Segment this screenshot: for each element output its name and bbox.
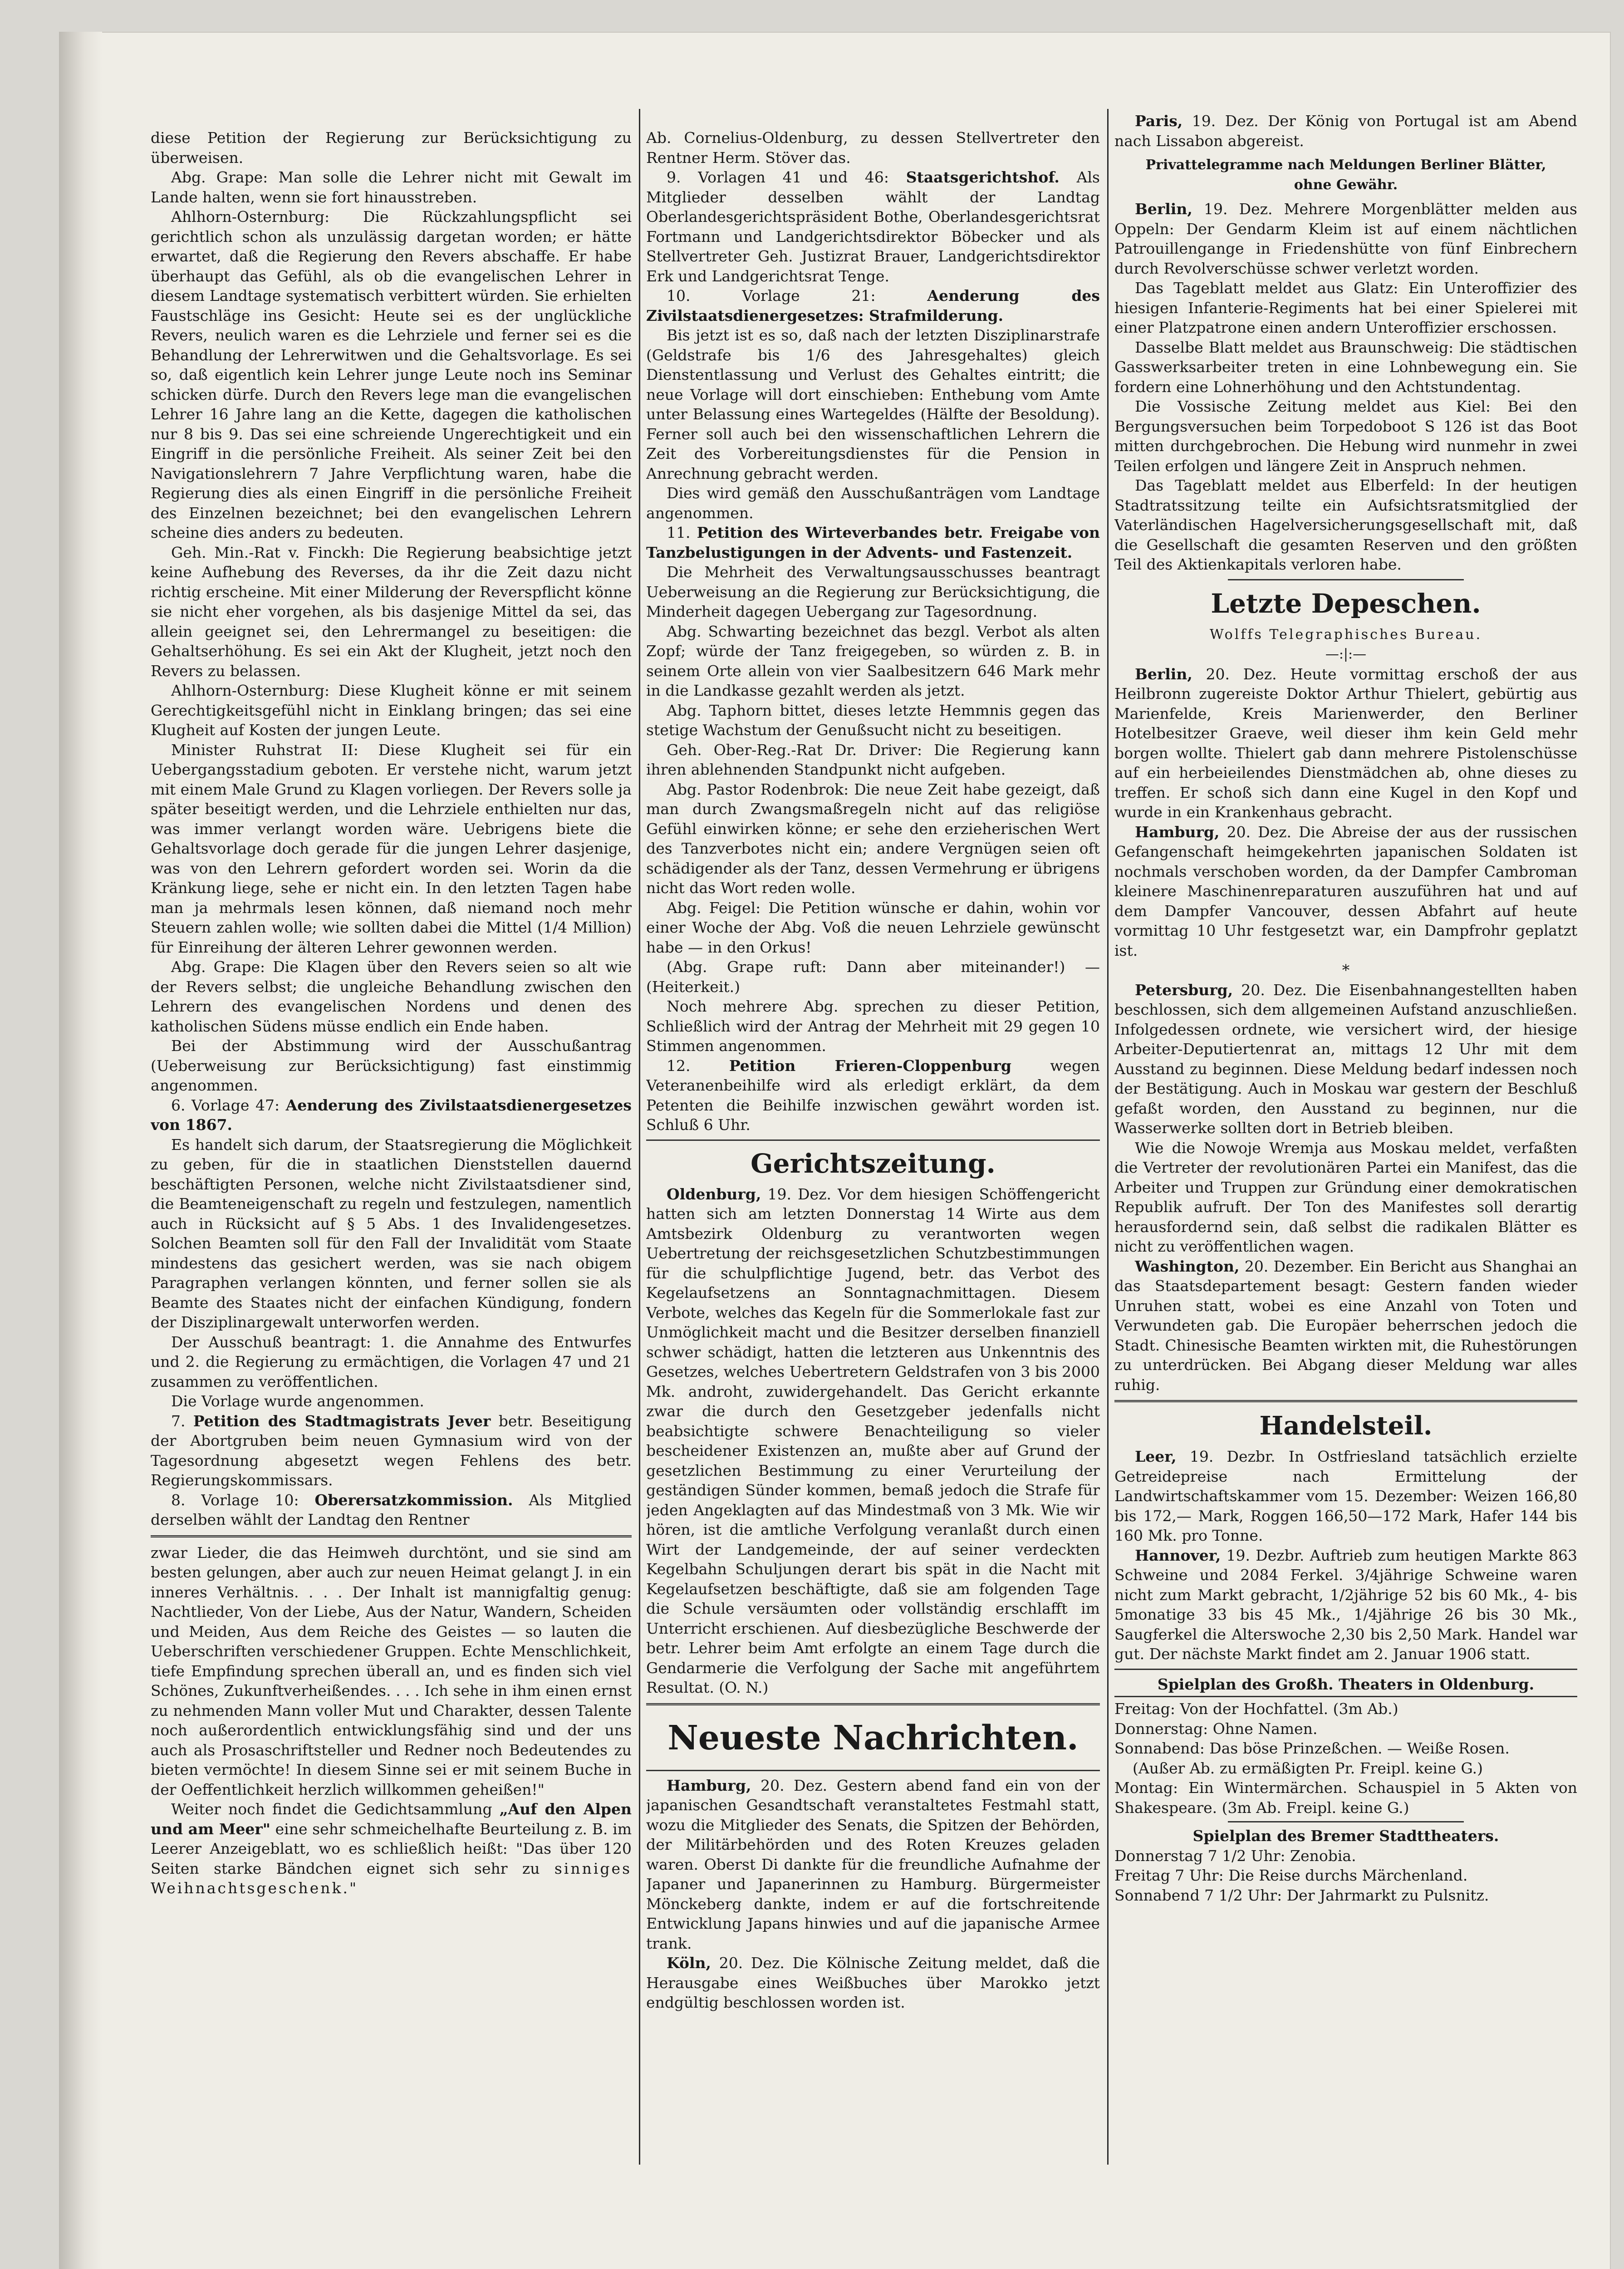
- col2-para8: Abg. Schwarting bezeichnet das bezgl. Verbot als alten Zopf; würde der Tanz freigegeben, so würden z. B. in seinem Orte allein von vier Saalbesitzern 646 Mark mehr in die Landkasse gezahlt werden als jetzt.: [646, 622, 1100, 699]
- col3-p4: Dasselbe Blatt meldet aus Braunschweig: Die städtischen Gasswerksarbeiter treten in eine Lohnbewegung ein. Sie fordern eine Lohnerhöhung und den Achtstundentag.: [1114, 338, 1577, 396]
- depeschen-heading: Letzte Depeschen.: [1211, 588, 1481, 619]
- col2-item11: 11. Petition des Wirteverbandes betr. Freigabe von Tanzbelustigungen in der Advents- und Fastenzeit.: [646, 524, 1100, 561]
- theatre2-line3: Sonnabend 7 1/2 Uhr: Der Jahrmarkt zu Pulsnitz.: [1114, 1886, 1489, 1904]
- dep-washington: Washington, 20. Dezember. Ein Bericht aus Shanghai an das Staatsdepartement besagt: Gestern fanden wieder Unruhen statt, wobei es eine Anzahl von Toten und Verwundeten gab. Die Europäer beherrschen jedoch die Stadt. Chinesische Beamten wirkten mit, die Ruhestörungen zu unterdrücken. Bei Abgang dieser Meldung war alles ruhig.: [1114, 1257, 1577, 1394]
- court-report: Oldenburg, 19. Dez. Vor dem hiesigen Schöffengericht hatten sich am letzten Donnerstag 14 Wirte aus dem Amtsbezirk Oldenburg zu verantworten wegen Uebertretung der reichsgesetzlichen Schutzbestimmungen für die schulpflichtige Jugend, betr. das Verbot des Kegelaufsetzens an Sonntagnachmittagen. Diesem Verbote, welches das Kegeln für die Sommerlokale fast zur Unmöglichkeit macht und die Besitzer derselben finanziell schwer schädigt, hatten die letzteren aus Unkenntnis des Gesetzes, welches Uebertretern Geldstrafen von 3 bis 2000 Mk. androht, zuwidergehandelt. Das Gericht erkannte zwar die durch den Gesetzgeber jedenfalls nicht beabsichtigte schwere Benachteiligung so vieler bescheidener Existenzen an, mußte aber auf Grund der gesetzlichen Bestimmung zu einer Verurteilung der geständigen Sünder kommen, bemaß jedoch die Strafe für jeden Angeklagten auf das Mindestmaß von 3 Mk. Wie wir hören, ist die amtliche Verfolgung veranlaßt durch einen Wirt der Landgemeinde, der auf seiner verdeckten Kegelbahn Schuljungen derart bis spät in die Nacht mit Kegelaufsetzen beschäftigte, daß sie am folgenden Tage die Schule versäumten oder vollständig erschlafft im Unterricht erschienen. Auf diesbezügliche Beschwerde der betr. Lehrer beim Amt erfolgte an einem Tage durch die Gendarmerie die Verfolgung der Sache mit angeführtem Resultat. (O. N.): [646, 1185, 1100, 1696]
- col1-item6: 6. Vorlage 47: Aenderung des Zivilstaatsdienergesetzes von 1867.: [151, 1096, 632, 1134]
- theatre1-line4: (Außer Ab. zu ermäßigten Pr. Freipl. keine G.): [1133, 1759, 1483, 1777]
- theatre2-divider: [1228, 1821, 1464, 1822]
- col1-para6: Minister Ruhstrat II: Diese Klugheit sei für ein Uebergangsstadium geboten. Er verstehe nicht, warum jetzt mit einem Male Grund zu Klagen vorliegen. Der Revers solle ja später beseitigt werden, und die Lehrziele enthielten nur das, was immer verlangt worden wäre. Uebrigens biete die Gehaltsvorlage doch gerade für die jungen Lehrer dasjenige, was von den Lehrern gefordert worden sei. Worin da die Kränkung liege, sehe er nicht ein. In den letzten Tagen habe man ja mehrmals lesen können, daß niemand noch mehr Steuern zahlen wolle; wie sollten dabei die Mittel (1/4 Million) für Einreihung der älteren Lehrer gewonnen werden.: [151, 741, 632, 956]
- dep-hamburg: Hamburg, 20. Dez. Die Abreise der aus der russischen Gefangenschaft heimgekehrten japanischen Soldaten ist nochmals verschoben worden, da der Dampfer Cambroman kleinere Maschinenreparaturen auszuführen hat und auf dem Dampfer Vancouver, dessen Abfahrt auf heute vormittag 10 Uhr festgesetzt war, ein Dampfrohr geplatzt ist.: [1114, 823, 1577, 959]
- theatre-divider: [1114, 1669, 1577, 1670]
- column-left: [151, 128, 632, 2170]
- dep-berlin: Berlin, 20. Dez. Heute vormittag erschoß der aus Heilbronn zugereiste Doktor Arthur Thielert, gebürtig aus Marienfelde, Kreis Marienwerder, den Berliner Hotelbesitzer Graeve, weil dieser ihm kein Geld mehr borgen wollte. Thielert gab dann mehrere Pistolenschüsse auf ein herbeieilendes Dienstmädchen ab, ohne dieses zu treffen. Er schoß sich dann eine Kugel in den Kopf und wurde in ein Krankenhaus gebracht.: [1114, 665, 1577, 821]
- col2-para4: Bis jetzt ist es so, daß nach der letzten Disziplinarstrafe (Geldstrafe bis 1/6 des Jahresgehaltes) gleich Dienstentlassung und Verlust des Gehaltes eintritt; die neue Vorlage will dort einschieben: Enthebung vom Amte unter Belassung eines Wartegeldes (Hälfte der Besoldung). Ferner soll auch bei den wissenschaftlichen Lehrern die Zeit des Vorbereitungsdienstes für die Pension in Anrechnung gebracht werden.: [646, 326, 1100, 482]
- col1-item8: 8. Vorlage 10: Oberersatzkommission. Als Mitglied derselben wählt der Landtag den Rentner: [151, 1491, 632, 1528]
- news-divider: [646, 1703, 1100, 1705]
- private-telegram-note: Privattelegramme nach Meldungen Berliner Blätter, ohne Gewähr.: [1145, 157, 1546, 193]
- col2-para7: Die Mehrheit des Verwaltungsausschusses beantragt Ueberweisung an die Regierung zur Berücksichtigung, die Minderheit dagegen Uebergang zur Tagesordnung.: [646, 563, 1100, 620]
- col2-para10: Geh. Ober-Reg.-Rat Dr. Driver: Die Regierung kann ihren ablehnenden Standpunkt nicht aufgeben.: [646, 741, 1100, 778]
- col1-para12: Die Vorlage wurde angenommen.: [171, 1392, 424, 1410]
- col2-para13: (Abg. Grape ruft: Dann aber miteinander!) — (Heiterkeit.): [646, 958, 1100, 996]
- wolff-bureau: Wolffs Telegraphisches Bureau.: [1209, 626, 1482, 643]
- theatre-subdivider: [1114, 1696, 1577, 1697]
- col2-para5: Dies wird gemäß den Ausschußanträgen vom Landtage angenommen.: [646, 484, 1100, 522]
- col3-p3: Das Tageblatt meldet aus Glatz: Ein Unteroffizier des hiesigen Infanterie-Regiments hat bei einer Spielerei mit einer Platzpatrone einen andern Unteroffizier erschossen.: [1114, 279, 1577, 336]
- col1-para4: Geh. Min.-Rat v. Finckh: Die Regierung beabsichtige jetzt keine Aufhebung des Reverses, da ihr die Zeit dazu nicht richtig erscheine. Mit einer Milderung der Reverspflicht könne sie nicht eher vorgehen, als bis dasjenige Mittel da sei, das allein geeignet sei, den Lehrermangel zu beseitigen: die Gehaltserhöhung. Es sei ein Akt der Klugheit, jetzt noch den Revers zu belassen.: [151, 543, 632, 680]
- col3-p6: Das Tageblatt meldet aus Elberfeld: In der heutigen Stadtratssitzung teilte ein Aufsichtsratsmitglied der Vaterländischen Hagelversicherungsgesellschaft mit, daß die Gesellschaft die gesamten Reserven und den größten Teil des Aktienkapitals verloren habe.: [1114, 476, 1577, 573]
- theatre1-line3: Sonnabend: Das böse Prinzeßchen. — Weiße Rosen.: [1114, 1739, 1510, 1757]
- col2-item12: 12. Petition Frieren-Cloppenburg wegen Veteranenbeihilfe wird als erledigt erklärt, da dem Petenten die Beihilfe inzwischen gewährt worden ist. Schluß 6 Uhr.: [646, 1056, 1100, 1134]
- theatre2-line1: Donnerstag 7 1/2 Uhr: Zenobia.: [1114, 1847, 1356, 1865]
- dep-divider: [1228, 579, 1464, 580]
- column-right: [1114, 111, 1577, 2181]
- court-divider: [646, 1139, 1100, 1141]
- news-heading: Neueste Nachrichten.: [667, 1718, 1079, 1758]
- trade-divider: [1114, 1400, 1577, 1402]
- feuilleton-para2: Weiter noch findet die Gedichtsammlung „Auf den Alpen und am Meer" eine sehr schmeichelhafte Beurteilung z. B. im Leerer Anzeigeblatt, wo es schließlich heißt: "Das über 120 Seiten starke Bändchen eignet sich sehr zu sinniges Weihnachtsgeschenk.": [151, 1800, 632, 1897]
- col1-item7: 7. Petition des Stadtmagistrats Jever betr. Beseitigung der Abortgruben beim neuen Gymnasium wird von der Tagesordnung abgesetzt wegen Fehlens des betr. Regierungskommissars.: [151, 1412, 632, 1489]
- news-hamburg: Hamburg, 20. Dez. Gestern abend fand ein von der japanischen Gesandtschaft veranstaltetes Festmahl statt, wozu die Mitglieder des Senats, die Spitzen der Behörden, der Militärbehörden und des Roten Kreuzes geladen waren. Oberst Di dankte für die freundliche Aufnahme der Japaner und Japanerinnen zu Hamburg. Bürgermeister Mönckeberg dankte, indem er auf die fortschreitende Entwicklung Japans hinwies und auf die japanische Armee trank.: [646, 1776, 1100, 1952]
- trade-heading: Handelsteil.: [1259, 1411, 1433, 1441]
- theatre1-line2: Donnerstag: Ohne Namen.: [1114, 1719, 1318, 1738]
- page-binding: [59, 32, 102, 2269]
- col1-para11: Der Ausschuß beantragt: 1. die Annahme des Entwurfes und 2. die Regierung zu ermächtigen, die Vorlagen 47 und 21 zusammen zu veröffentlichen.: [151, 1333, 632, 1390]
- col1-para1: diese Petition der Regierung zur Berücksichtigung zu überweisen.: [151, 129, 632, 167]
- col2-item9: 9. Vorlagen 41 und 46: Staatsgerichtshof. Als Mitglieder desselben wählt der Landtag Oberlandesgerichtspräsident Bothe, Oberlandesgerichtsrat Fortmann und Landgerichtsdirektor Böbecker und als Stellvertreter Geh. Justizrat Brauer, Landgerichtsdirektor Erk und Landgerichtsrat Tenge.: [646, 168, 1100, 285]
- theatre-oldenburg-heading: Spielplan des Großh. Theaters in Oldenburg.: [1157, 1675, 1535, 1693]
- ornament: —:|:—: [1325, 646, 1367, 662]
- col1-para7: Abg. Grape: Die Klagen über den Revers seien so alt wie der Revers selbst; die ungleiche Behandlung zwischen den Lehrern des evangelischen Nordens und denen des katholischen Südens müsse endlich ein Ende haben.: [151, 958, 632, 1035]
- col2-para14: Noch mehrere Abg. sprechen zu dieser Petition, Schließlich wird der Antrag der Mehrheit mit 29 gegen 10 Stimmen angenommen.: [646, 997, 1100, 1055]
- dep-petersburg: Petersburg, 20. Dez. Die Eisenbahnangestellten haben beschlossen, sich dem allgemeinen Aufstand anzuschließen. Infolgedessen ordnete, wie versichert wird, der hiesige Arbeiter-Deputiertenrat an, mittags 12 Uhr mit dem Ausstand zu beginnen. Diese Meldung bedarf indessen noch der Bestätigung. Auch in Moskau war gestern der Beschluß gefaßt worden, den Ausstand zu beginnen, nur die Wasserwerke sollten dort in Betrieb bleiben.: [1114, 981, 1577, 1137]
- col1-para3: Ahlhorn-Osternburg: Die Rückzahlungspflicht sei gerichtlich schon als unzulässig dargetan worden; er hätte erwartet, daß die Regierung den Revers abschaffe. Er habe überhaupt das Gefühl, als ob die evangelischen Lehrer in diesem Landtage systematisch verbittert würden. Sie erhielten Faustschläge ins Gesicht: Heute sei es der unglückliche Revers, neulich waren es die Lehrziele und ferner sei es die Behandlung der Lehrerwitwen und die Gehaltsvorlage. Es sei so, daß eigentlich kein Lehrer junge Leute noch ins Seminar schicken dürfe. Durch den Revers lege man die evangelischen Lehrer 16 Jahre lang an die Kette, dagegen die katholischen nur 8 bis 9. Das sei eine schreiende Ungerechtigkeit und ein Eingriff in die persönliche Freiheit. Als seiner Zeit bei den Navigationslehrern 7 Jahre Verpflichtung waren, habe die Regierung dies als einen Eingriff in die persönliche Freiheit des Einzelnen bezeichnet; bei den evangelischen Lehrern scheine dies anders zu bedeuten.: [151, 208, 632, 541]
- trade-hannover: Hannover, 19. Dezbr. Auftrieb zum heutigen Markte 863 Schweine und 2084 Ferkel. 3/4jährige Schweine waren nicht zum Markt gebracht, 1/2jährige 52 bis 60 Mk., 4- bis 5monatige 33 bis 45 Mk., 1/4jährige 26 bis 30 Mk., Saugferkel die Alterswoche 2,30 bis 2,50 Mark. Handel war gut. Der nächste Markt findet am 2. Januar 1906 statt.: [1114, 1546, 1577, 1663]
- star-separator: *: [1342, 961, 1350, 979]
- col1-para10: Es handelt sich darum, der Staatsregierung die Möglichkeit zu geben, für die in staatlichen Dienststellen dauernd beschäftigten Personen, welche nicht Zivilstaatsdiener sind, die Beamteneigenschaft zu regeln und festzulegen, namentlich auch in Rücksicht auf § 5 Abs. 1 des Invalidengesetzes. Solchen Beamten soll für den Fall der Invalidität vom Staate mindestens das gesichert werden, was sie nach obigem Paragraphen verlangen könnten, und ferner sollen sie als Beamte des Staates nicht der einfachen Kündigung, fondern der Disziplinargewalt unterworfen werden.: [151, 1135, 632, 1331]
- news-subdivider: [646, 1770, 1100, 1771]
- col3-berlin: Berlin, 19. Dez. Mehrere Morgenblätter melden aus Oppeln: Der Gendarm Kleim ist auf einem nächtlichen Patrouillengange in Friedenshütte von fünf Einbrechern durch Revolverschüsse schwer verletzt worden.: [1114, 200, 1577, 277]
- column-rule-1: [639, 109, 640, 2165]
- theatre1-line5: Montag: Ein Wintermärchen. Schauspiel in 5 Akten von Shakespeare. (3m Ab. Freipl. keine G.): [1114, 1779, 1577, 1817]
- col2-para1: Ab. Cornelius-Oldenburg, zu dessen Stellvertreter den Rentner Herm. Stöver das.: [646, 129, 1100, 167]
- col3-paris: Paris, 19. Dez. Der König von Portugal ist am Abend nach Lissabon abgereist.: [1114, 112, 1577, 150]
- dep-moskau: Wie die Nowoje Wremja aus Moskau meldet, verfaßten die Vertreter der revolutionären Partei ein Manifest, das die Arbeiter und Truppen zur Gründung einer demokratischen Republik aufruft. Der Ton des Manifestes soll derartig herausfordernd sein, daß selbst die radikalen Blätter es nicht zu veröffentlichen wagen.: [1114, 1139, 1577, 1255]
- col2-para9: Abg. Taphorn bittet, dieses letzte Hemmnis gegen das stetige Wachstum der Genußsucht nicht zu beseitigen.: [646, 701, 1100, 739]
- col1-para5: Ahlhorn-Osternburg: Diese Klugheit könne er mit seinem Gerechtigkeitsgefühl nicht in Einklang bringen; das sei eine Klugheit auf Kosten der jungen Leute.: [151, 682, 632, 739]
- column-middle: [646, 128, 1100, 2170]
- col2-para11: Abg. Pastor Rodenbrok: Die neue Zeit habe gezeigt, daß man durch Zwangsmaßregeln nicht auf das religiöse Gefühl einwirken könne; er sehe den erzieherischen Wert des Tanzverbotes nicht ein; andere Vergnügen seien oft schädigender als der Tanz, dessen Vermehrung er übrigens nicht das Wort reden wolle.: [646, 780, 1100, 897]
- court-heading: Gerichtszeitung.: [751, 1148, 996, 1179]
- theatre-bremen-heading: Spielplan des Bremer Stadttheaters.: [1192, 1827, 1499, 1845]
- theatre1-line1: Freitag: Von der Hochfattel. (3m Ab.): [1114, 1700, 1398, 1718]
- col1-para2: Abg. Grape: Man solle die Lehrer nicht mit Gewalt im Lande halten, wenn sie fort hinausstreben.: [151, 168, 632, 206]
- theatre2-line2: Freitag 7 Uhr: Die Reise durchs Märchenland.: [1114, 1866, 1468, 1884]
- feuilleton-divider: [151, 1535, 632, 1537]
- news-koeln: Köln, 20. Dez. Die Kölnische Zeitung meldet, daß die Herausgabe eines Weißbuches über Marokko jetzt endgültig beschlossen worden ist.: [646, 1954, 1100, 2011]
- col2-item10: 10. Vorlage 21: Aenderung des Zivilstaatsdienergesetzes: Strafmilderung.: [646, 287, 1100, 324]
- column-rule-2: [1107, 109, 1109, 2165]
- feuilleton-para1: zwar Lieder, die das Heimweh durchtönt, und sie sind am besten gelungen, aber auch zur neuen Heimat gelangt J. in ein inneres Verhältnis. . . . Der Inhalt ist mannigfaltig genug: Nachtlieder, Von der Liebe, Aus der Natur, Wandern, Scheiden und Meiden, Aus dem Reiche des Geistes — so lauten die Ueberschriften verschiedener Gruppen. Echte Menschlichkeit, tiefe Empfindung sprechen überall an, und es finden sich viel Schönes, Zukunftverheißendes. . . . Ich sehe in ihm einen ernst zu nehmenden Mann voller Mut und Charakter, dessen Talente noch außerordentlich entwicklungsfähig sind und der uns auch als Prosaschriftsteller und Redner noch Bedeutendes zu bieten vermöchte! In diesem Sinne sei er mit seinem Buche in der Oeffentlichkeit herzlich willkommen geheißen!": [151, 1543, 632, 1798]
- col2-para12: Abg. Feigel: Die Petition wünsche er dahin, wohin vor einer Woche der Abg. Voß die neuen Lehrziele gewünscht habe — in den Orkus!: [646, 899, 1100, 956]
- trade-leer: Leer, 19. Dezbr. In Ostfriesland tatsächlich erzielte Getreidepreise nach Ermittelung der Landwirtschaftskammer vom 15. Dezember: Weizen 166,80 bis 172,— Mark, Roggen 166,50—172 Mark, Hafer 144 bis 160 Mk. pro Tonne.: [1114, 1448, 1577, 1544]
- col1-para8: Bei der Abstimmung wird der Ausschußantrag (Ueberweisung zur Berücksichtigung) fast einstimmig angenommen.: [151, 1037, 632, 1094]
- col3-p5: Die Vossische Zeitung meldet aus Kiel: Bei den Bergungsversuchen beim Torpedoboot S 126 ist das Boot mitten durchgebrochen. Die Hebung wird nunmehr in zwei Teilen erfolgen und längere Zeit in Anspruch nehmen.: [1114, 398, 1577, 475]
